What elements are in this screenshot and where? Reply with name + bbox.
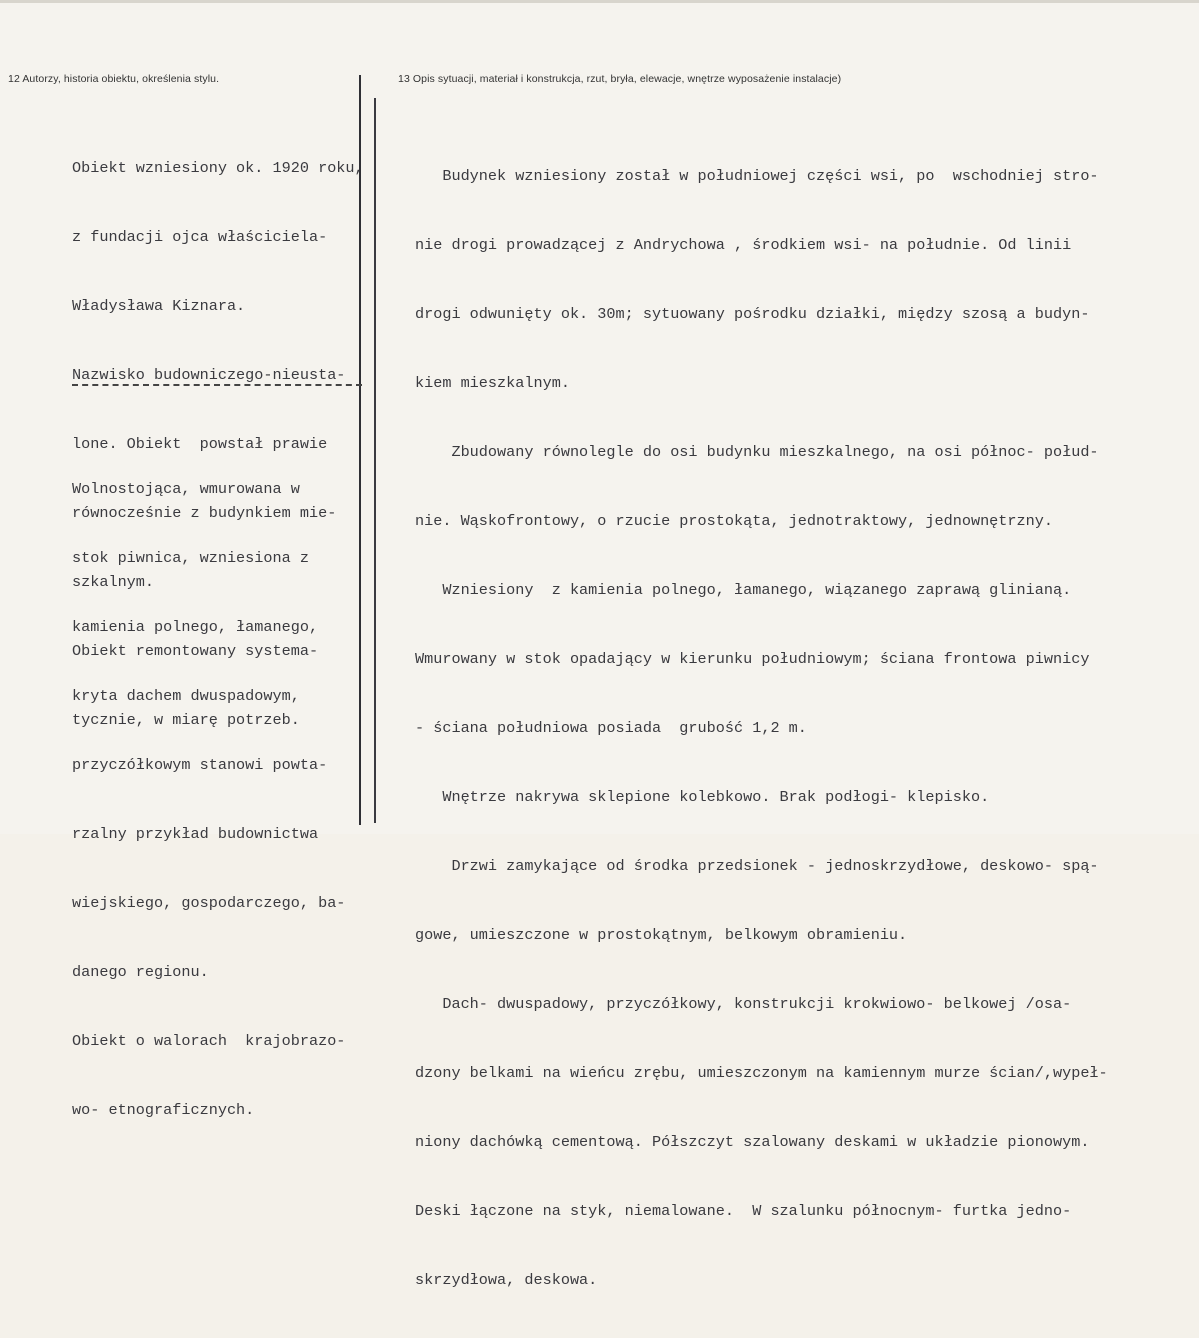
text-line: kryta dachem dwuspadowym, [72, 687, 300, 705]
text-line: Deski łączone na styk, niemalowane. W szalunku północnym- furtka jedno- [415, 1202, 1072, 1220]
text-line: Wnętrze nakrywa sklepione kolebkowo. Brak podłogi- klepisko. [415, 788, 990, 806]
text-line: gowe, umieszczone w prostokątnym, belkowym obramieniu. [415, 926, 908, 944]
text-line: Nazwisko budowniczego-nieusta- [72, 366, 346, 384]
text-line: przyczółkowym stanowi powta- [72, 756, 328, 774]
text-line: drogi odwunięty ok. 30m; sytuowany pośrodku działki, między szosą a budyn- [415, 305, 1090, 323]
text-line: wiejskiego, gospodarczego, ba- [72, 894, 346, 912]
dashed-separator [72, 384, 362, 386]
text-line: kiem mieszkalnym. [415, 374, 570, 392]
text-line: stok piwnica, wzniesiona z [72, 549, 309, 567]
text-line: Drzwi zamykające od środka przedsionek - jednoskrzydłowe, deskowo- spą- [415, 857, 1099, 875]
text-line: danego regionu. [72, 963, 209, 981]
text-line: nie. Wąskofrontowy, o rzucie prostokąta, jednotraktowy, jednownętrzny. [415, 512, 1053, 530]
text-line: dzony belkami na wieńcu zrębu, umieszczonym na kamiennym murze ścian/,wypeł- [415, 1064, 1108, 1082]
header-right: 13 Opis sytuacji, materiał i konstrukcja, rzut, bryła, elewacje, wnętrze wyposażenie instalacje) [398, 73, 842, 85]
text-line: Dach- dwuspadowy, przyczółkowy, konstrukcji krokwiowo- belkowej /osa- [415, 995, 1072, 1013]
header-left: 12 Autorzy, historia obiektu, określenia stylu. [8, 73, 220, 85]
text-line: - ściana południowa posiada grubość 1,2 m. [415, 719, 807, 737]
text-line: równocześnie z budynkiem mie- [72, 504, 337, 522]
text-line: tycznie, w miarę potrzeb. [72, 711, 300, 729]
text-line: Obiekt o walorach krajobrazo- [72, 1032, 346, 1050]
text-line: Władysława Kiznara. [72, 297, 246, 315]
text-line: szkalnym. [72, 573, 155, 591]
text-line: lone. Obiekt powstał prawie [72, 435, 328, 453]
text-line: wo- etnograficznych. [72, 1101, 255, 1119]
text-line: nie drogi prowadzącej z Andrychowa , środkiem wsi- na południe. Od linii [415, 236, 1072, 254]
text-line: Wolnostojąca, wmurowana w [72, 480, 300, 498]
text-line: Wmurowany w stok opadający w kierunku południowym; ściana frontowa piwnicy [415, 650, 1090, 668]
text-line: skrzydłowa, deskowa. [415, 1271, 598, 1289]
column-divider-secondary [374, 98, 376, 823]
text-line: kamienia polnego, łamanego, [72, 618, 319, 636]
assessment-text [72, 432, 372, 1168]
text-line: Wzniesiony z kamienia polnego, łamanego, wiązanego zaprawą glinianą. [415, 581, 1072, 599]
text-line: Budynek wzniesiony został w południowej części wsi, po wschodniej stro- [415, 167, 1099, 185]
text-line: Obiekt wzniesiony ok. 1920 roku, [72, 159, 364, 177]
description-text [415, 119, 1195, 1338]
text-line: Obiekt remontowany systema- [72, 642, 319, 660]
text-line: niony dachówką cementową. Półszczyt szalowany deskami w układzie pionowym. [415, 1133, 1090, 1151]
text-line: Zbudowany równolegle do osi budynku mieszkalnego, na osi północ- połud- [415, 443, 1099, 461]
text-line: z fundacji ojca właściciela- [72, 228, 328, 246]
text-line: rzalny przykład budownictwa [72, 825, 319, 843]
